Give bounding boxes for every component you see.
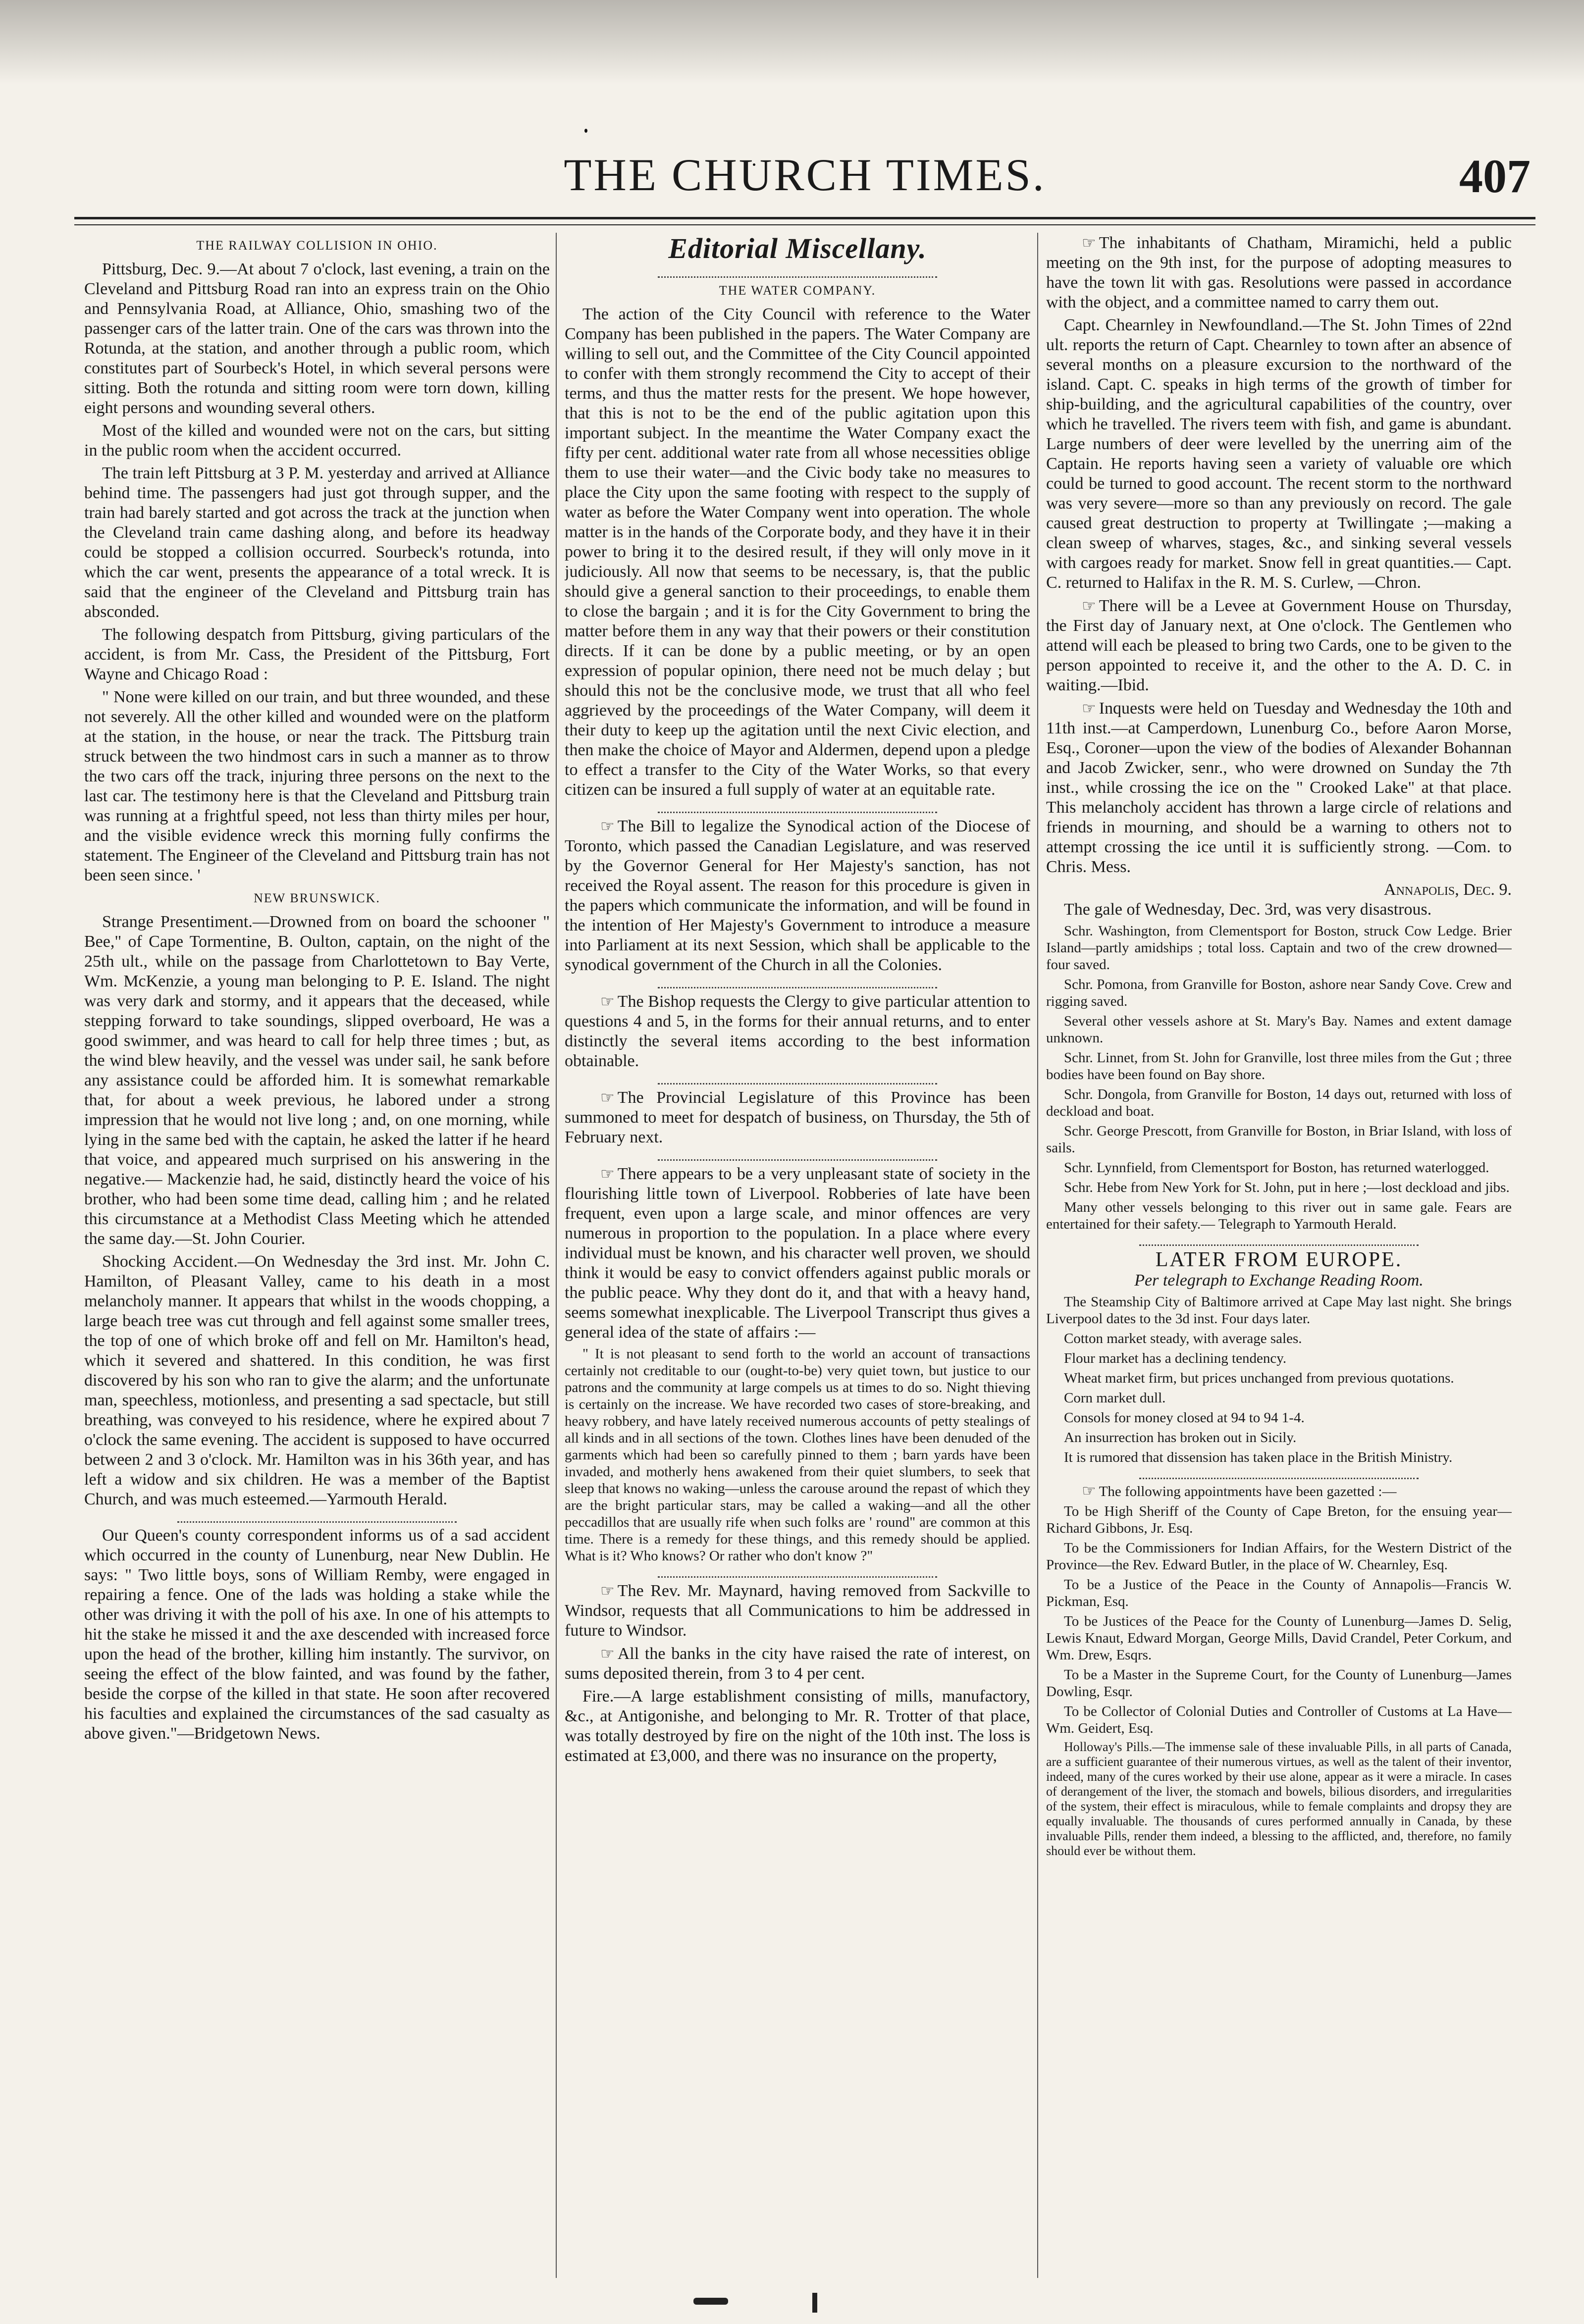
ink-speck: [584, 129, 587, 133]
article-paragraph: [1046, 233, 1512, 312]
article-text: There will be a Levee at Government House on Thursday, the First day of January next, at One o'clock. The Gentlemen who attend will each be pleased to bring two Cards, one to be given to the person appointed to receive it, and the other to the A. D. C. in waiting.—Ibid.: [1046, 597, 1512, 694]
article-paragraph: Fire.—A large establishment consisting of mills, manufactory, &c., at Antigonishe, and belonging to Mr. R. Trotter of that place, was totally destroyed by fire on the night of the 10th inst. The loss is estimated at £3,000, and there was no insurance on the property,: [565, 1687, 1030, 1765]
pointing-hand-icon: ☞: [600, 1581, 615, 1600]
article-text: There appears to be a very unpleasant state of society in the flourishing little town of Liverpool. Robberies of late have been frequent, even upon a large scale, and minor offences are very numerous in proportion to the population. In a place where every individual must be known, and his character well proven, we should think it would be easy to convict offenders against public morals or the public peace. Why they dont do it, and that with a heavy hand, seems somewhat inexplicable. The Liverpool Transcript thus gives a general idea of the state of affairs :—: [565, 1165, 1030, 1342]
section-heading: Editorial Miscellany.: [668, 233, 927, 264]
article-paragraph: [565, 1087, 1030, 1147]
article-paragraph: Most of the killed and wounded were not on the cars, but sitting in the public room when the accident occurred.: [84, 421, 550, 460]
scan-border: [0, 0, 1584, 84]
article-text: The Provincial Legislature of this Province has been summoned to meet for despatch of business, on Thursday, the 5th of February next.: [565, 1088, 1030, 1146]
pointing-hand-icon: ☞: [600, 992, 615, 1011]
article-paragraph: [565, 1164, 1030, 1343]
column-2: [565, 233, 1030, 2283]
article-paragraph: The gale of Wednesday, Dec. 3rd, was very disastrous.: [1064, 900, 1432, 919]
section-subheading: Per telegraph to Exchange Reading Room.: [1134, 1271, 1424, 1290]
article-paragraph: Many other vessels belonging to this river out in same gale. Fears are entertained for their safety.— Telegraph to Yarmouth Herald.: [1046, 1199, 1512, 1232]
article-paragraph: Schr. Linnet, from St. John for Granville, lost three miles from the Gut ; three bodies have been found on Bay shore.: [1046, 1050, 1512, 1083]
separator-rule: [1139, 1469, 1419, 1479]
article-paragraph: [1046, 1482, 1512, 1500]
article-paragraph: To be Justices of the Peace for the County of Lunenburg—James D. Selig, Lewis Knaut, Edward Morgan, George Mills, David Crandel, Peter Corkum, and Wm. Drew, Esqrs.: [1046, 1613, 1512, 1663]
article-paragraph: Consols for money closed at 94 to 94 1-4.: [1064, 1410, 1305, 1426]
article-paragraph: The train left Pittsburg at 3 P. M. yesterday and arrived at Alliance behind time. The passengers had just got through supper, and the train had barely started and got across the track at the junction when the Cleveland train came dashing along, and before its headway could be stopped a collision occurred. Sourbeck's rotunda, into which the car went, presents the appearance of a total wreck. It is said that the engineer of the Cleveland and Pittsburg train has absconded.: [84, 464, 550, 621]
separator-rule: [658, 1150, 937, 1161]
pointing-hand-icon: ☞: [1082, 596, 1096, 615]
article-paragraph: Flour market has a declining tendency.: [1064, 1350, 1287, 1366]
article-paragraph: Cotton market steady, with average sales.: [1064, 1331, 1302, 1346]
article-paragraph: To be Collector of Colonial Duties and Controller of Customs at La Have—Wm. Geidert, Esq.: [1046, 1704, 1512, 1736]
article-text: The following appointments have been gazetted :—: [1099, 1484, 1397, 1499]
article-paragraph: Schr. Dongola, from Granville for Boston, 14 days out, returned with loss of deckload and boat.: [1046, 1086, 1512, 1119]
separator-rule: [1139, 1236, 1419, 1246]
article-paragraph: [1046, 596, 1512, 695]
article-paragraph: Several other vessels ashore at St. Mary's Bay. Names and extent damage unknown.: [1046, 1013, 1512, 1046]
pointing-hand-icon: ☞: [600, 1164, 615, 1183]
separator-rule: [658, 267, 937, 278]
pointing-hand-icon: ☞: [600, 817, 615, 835]
article-paragraph: Schr. Hebe from New York for St. John, put in here ;—lost deckload and jibs.: [1064, 1180, 1510, 1195]
separator-rule: [177, 1512, 457, 1523]
article-text: The inhabitants of Chatham, Miramichi, held a public meeting on the 9th inst, for the purpose of adopting measures to have the town lit with gas. Resolutions were passed in accordance with the object, and a committee named to carry them out.: [1046, 234, 1512, 311]
article-paragraph: Schr. Pomona, from Granville for Boston, ashore near Sandy Cove. Crew and rigging saved.: [1046, 977, 1512, 1009]
section-heading: NEW BRUNSWICK.: [254, 891, 380, 905]
article-paragraph: Schr. Lynnfield, from Clementsport for Boston, has returned waterlogged.: [1064, 1160, 1489, 1176]
section-heading: LATER FROM EUROPE.: [1155, 1248, 1403, 1271]
article-paragraph: [1046, 698, 1512, 877]
separator-rule: [658, 803, 937, 813]
article-paragraph: To be High Sheriff of the County of Cape Breton, for the ensuing year—Richard Gibbons, Jr. Esq.: [1046, 1503, 1512, 1536]
pointing-hand-icon: ☞: [1082, 233, 1096, 252]
article-paragraph: Corn market dull.: [1064, 1390, 1166, 1406]
article-paragraph: [565, 1644, 1030, 1684]
article-text: The Bill to legalize the Synodical action of the Diocese of Toronto, which passed the Canadian Legislature, and was reserved by the Governor General for Her Majesty's sanction, has not received the Royal assent. The reason for this procedure is given in the papers which communicate the information, and will be found in the intention of Her Majesty's Government to introduce a measure into Parliament at its next Session, which shall be applicable to the synodical government of the Church in all the Colonies.: [565, 817, 1030, 974]
ink-speck: [693, 2298, 728, 2305]
article-paragraph: The Steamship City of Baltimore arrived at Cape May last night. She brings Liverpool dates to the 3d inst. Four days later.: [1046, 1294, 1512, 1327]
column-rule: [1037, 233, 1038, 2278]
article-paragraph: To be the Commissioners for Indian Affairs, for the Western District of the Province—the Rev. Edward Butler, in the place of W. Chearnley, Esq.: [1046, 1540, 1512, 1573]
article-paragraph: [565, 816, 1030, 975]
pointing-hand-icon: ☞: [1082, 699, 1096, 718]
article-paragraph: The action of the City Council with reference to the Water Company has been published in the papers. The Water Company are willing to sell out, and the Committee of the City Council appointed to confer with them strongly recommend the City to accept of their terms, and thus the matter rests for the present. We hope however, that this is not to be the end of the public agitation upon this important subject. In the meantime the Water Company exact the fifty per cent. additional water rate from all whose necessities oblige them to use their water—and the Civic body take no measures to place the City upon the same footing with respect to the supply of water as before the Water Company went into operation. The whole matter is in the hands of the Corporate body, and they have it in their power to bring it to the desired result, if they will only move in it judiciously. All now that seems to be necessary, is, that the public should give a general sanction to their proceedings, to enable them to close the bargain ; and it is for the City Government to bring the matter before them in any way that their powers or their constitution directs. If it can be done by a public meeting, or by an open expression of popular opinion, there need not be much delay ; but should this not be the conclusive mode, we trust that all who feel aggrieved by the proceedings of the Water Company, will deem it their duty to keep up the agitation until the next Civic election, and then make the choice of Mayor and Aldermen, depend upon a pledge to effect a transfer to the City of the Water Works, so that every citizen can be insured a full supply of water at an equitable rate.: [565, 305, 1030, 799]
article-paragraph: [565, 1581, 1030, 1641]
ink-speck: [812, 2293, 817, 2313]
article-paragraph: [565, 991, 1030, 1071]
article-text: The Rev. Mr. Maynard, having removed from Sackville to Windsor, requests that all Communications to him be addressed in future to Windsor.: [565, 1582, 1030, 1640]
article-paragraph: Wheat market firm, but prices unchanged from previous quotations.: [1064, 1370, 1454, 1386]
article-paragraph: To be a Justice of the Peace in the County of Annapolis—Francis W. Pickman, Esq.: [1046, 1577, 1512, 1609]
separator-rule: [658, 1074, 937, 1085]
article-paragraph: Capt. Chearnley in Newfoundland.—The St. John Times of 22nd ult. reports the return of Capt. Chearnley to town after an absence of several months on a pleasure excursion to the northward of the island. Capt. C. speaks in high terms of the growth of timber for ship-building, and the agricultural capabilities of the country, over which he travelled. The rivers teem with fish, and game is abundant. Large numbers of deer were levelled by the unerring aim of the Captain. He reports having seen a variety of valuable ore which could be turned to good account. The recent storm to the northward was very severe—more so than any previously on record. The gale caused great destruction to property at Twillingate ;—making a clean sweep of wharves, stages, &c., and sinking several vessels with cargoes ready for market. Snow fell in great quantities.— Capt. C. returned to Halifax in the R. M. S. Curlew, —Chron.: [1046, 316, 1512, 592]
quoted-paragraph: " It is not pleasant to send forth to the world an account of transactions certainly not creditable to our (ought-to-be) very quiet town, but justice to our patrons and the community at large compels us at times to do so. Night thieving is certainly on the increase. We have recorded two cases of store-breaking, and heavy robbery, and have lately received numerous accounts of petty stealings of all kinds and in all sections of the town. Clothes lines have been denuded of the garments which had been so carefully pinned to them ; barn yards have been invaded, and motherly hens awakened from their quiet slumbers, to seek that sleep that knows no waking—unless the carouse around the repast of which they are the bright particular stars, may be called a waking—and all the other peccadillos that are usually rife when such folks are ' round" are common at this time. There is a remedy for these things, and this remedy should be applied. What is it? Who knows? Or rather who don't know ?": [565, 1346, 1030, 1564]
page-number: 407: [1459, 150, 1531, 203]
advertisement-paragraph: Holloway's Pills.—The immense sale of these invaluable Pills, in all parts of Canada, are a sufficient guarantee of their numerous virtues, as well as the talent of their inventor, indeed, many of the cures worked by their use alone, appear as it were a miracle. In cases of derangement of the liver, the stomach and bowels, bilious disorders, and irregularities of the system, their effect is miraculous, while to female complaints and dropsy they are equally invaluable. The thousands of cures performed annually in Canada, by these invaluable Pills, render them indeed, a blessing to the afflicted, and, therefore, no family should ever be without them.: [1046, 1740, 1512, 1858]
article-paragraph: Shocking Accident.—On Wednesday the 3rd inst. Mr. John C. Hamilton, of Pleasant Valley, came to his death in a most melancholy manner. It appears that whilst in the woods chopping, a large beach tree was cut through and fell against some smaller trees, the top of one of which broke off and fell on Mr. Hamilton's head, which it severed and shattered. In this condition, he was first discovered by his son who ran to give the alarm; and the unfortunate man, speechless, motionless, and presenting a sad spectacle, but still breathing, was conveyed to his residence, where he expired about 7 o'clock the same evening. The accident is supposed to have occurred between 2 and 3 o'clock. Mr. Hamilton was in his 36th year, and has left a widow and six children. He was a member of the Baptist Church, and was much esteemed.—Yarmouth Herald.: [84, 1252, 550, 1508]
column-3: [1046, 233, 1512, 2283]
article-heading: THE WATER COMPANY.: [719, 283, 876, 298]
separator-rule: [658, 978, 937, 988]
article-text: All the banks in the city have raised the rate of interest, on sums deposited therein, from 3 to 4 per cent.: [565, 1645, 1030, 1683]
pointing-hand-icon: ☞: [600, 1644, 615, 1663]
article-paragraph: Schr. George Prescott, from Granville for Boston, in Briar Island, with loss of sails.: [1046, 1123, 1512, 1156]
article-paragraph: Strange Presentiment.—Drowned from on board the schooner " Bee," of Cape Tormentine, B. Oulton, captain, on the night of the 25th ult., while on the passage from Charlottetown to Bay Verte, Wm. McKenzie, a young man belonging to P. E. Island. The night was very dark and stormy, and it appears that the deceased, while stepping forward to take soundings, slipped overboard, He was a good swimmer, and was heard to call for help three times ; but, as the wind blew heavily, and the vessel was under sail, he sank before any assistance could be afforded him. It is somewhat remarkable that, for about a week previous, he labored under a strong impression that he would not live long ; and, on one morning, while lying in the same bed with the captain, he asked the latter if he heard that voice, and appeared much surprised on his answering in the negative.— Mackenzie had, he said, distinctly heard the voice of his brother, who had been some time dead, calling him ; and he related this circumstance at a Methodist Class Meeting which he attended the same day.—St. John Courier.: [84, 913, 550, 1248]
article-paragraph: Our Queen's county correspondent informs us of a sad accident which occurred in the county of Lunenburg, near New Dublin. He says: " Two little boys, sons of William Remby, were engaged in repairing a fence. One of the lads was holding a stake while the other was driving it with the poll of his axe. In one of his attempts to hit the stake he missed it and the axe descended with increased force upon the head of the brother, killing him instantly. The survivor, on seeing the effect of the blow fainted, and was found by the father, beside the corpse of the killed in that state. He soon after recovered his faculties and explained the circumstances of the sad casualty as above given."—Bridgetown News.: [84, 1526, 550, 1743]
column-rule: [556, 233, 557, 2278]
article-paragraph: " None were killed on our train, and but three wounded, and these not severely. All the other killed and wounded were on the platform at the station, in the house, or near the track. The Pittsburg train struck between the two hindmost cars in such a manner as to throw the two cars off the track, injuring three persons on the next to the last car. The testimony here is that the Cleveland and Pittsburg train was running at a frightful speed, not less than thirty miles per hour, and the visible evidence wreck this morning fully confirms the statement. The Engineer of the Cleveland and Pittsburg train has not been seen since. ': [84, 688, 550, 884]
article-paragraph: Schr. Washington, from Clementsport for Boston, struck Cow Ledge. Brier Island—partly amidships ; total loss. Captain and two of the crew drowned—four saved.: [1046, 923, 1512, 973]
article-paragraph: To be a Master in the Supreme Court, for the County of Lunenburg—James Dowling, Esqr.: [1046, 1667, 1512, 1700]
pointing-hand-icon: ☞: [600, 1088, 615, 1107]
pointing-hand-icon: ☞: [1082, 1481, 1096, 1500]
column-1: [84, 233, 550, 2283]
page-header: [74, 149, 1535, 213]
article-text: Inquests were held on Tuesday and Wednesday the 10th and 11th inst.—at Camperdown, Lunenburg Co., before Aaron Morse, Esq., Coroner—upon the view of the bodies of Alexander Bohannan and Jacob Zwicker, senr., who were drowned on Sunday the 7th inst., while crossing the ice on the " Crooked Lake" at that place. This melancholy accident has thrown a large circle of relations and friends in mourning, and should be a warning to others not to attempt crossing the ice until it is sufficiently strong. —Com. to Chris. Mess.: [1046, 699, 1512, 876]
separator-rule: [658, 1567, 937, 1578]
article-heading: THE RAILWAY COLLISION IN OHIO.: [196, 238, 438, 253]
article-paragraph: The following despatch from Pittsburg, giving particulars of the accident, is from Mr. Cass, the President of the Pittsburg, Fort Wayne and Chicago Road :: [84, 625, 550, 683]
article-paragraph: Pittsburg, Dec. 9.—At about 7 o'clock, last evening, a train on the Cleveland and Pittsburg Road ran into an express train on the Ohio and Pennsylvania Road, at Alliance, Ohio, smashing two of the passenger cars of the latter train. One of the cars was thrown into the Rotunda, at the station, and another through a public room, which constitutes part of Sourbeck's Hotel, in which several persons were sitting. Both the rotunda and sitting room were torn down, killing eight persons and wounding several others.: [84, 260, 550, 417]
masthead-title: THE CHURCH TIMES.: [564, 150, 1046, 200]
article-paragraph: It is rumored that dissension has taken place in the British Ministry.: [1064, 1449, 1453, 1465]
header-rule: [74, 217, 1535, 225]
article-text: The Bishop requests the Clergy to give particular attention to questions 4 and 5, in the forms for their annual returns, and to enter distinctly the several items according to the best information obtainable.: [565, 992, 1030, 1070]
article-paragraph: An insurrection has broken out in Sicily.: [1064, 1430, 1297, 1446]
dateline: Annapolis, Dec. 9.: [1384, 880, 1512, 899]
